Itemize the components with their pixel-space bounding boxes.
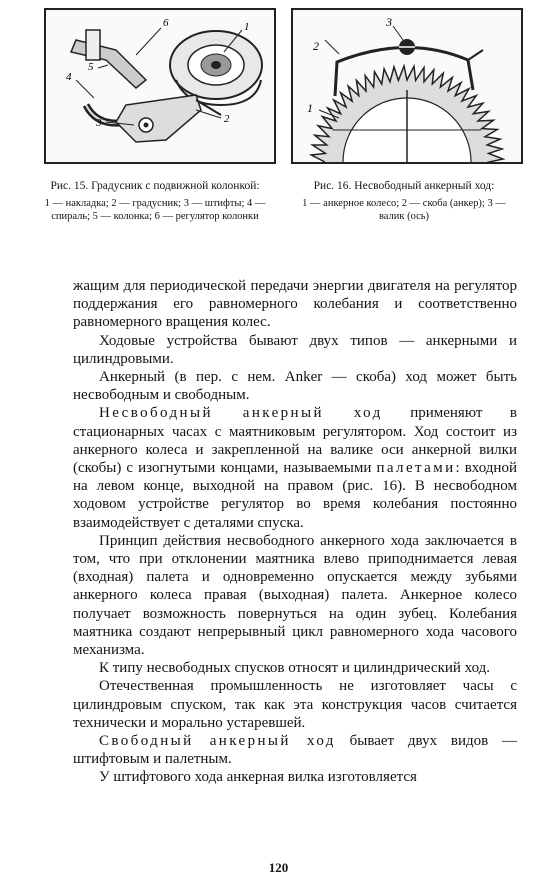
callout-5: 5 — [88, 61, 94, 73]
paragraph: У штифтового хода анкерная вилка изготовляется — [99, 769, 417, 786]
regulator-drawing — [46, 10, 274, 162]
paragraph: К типу несвободных спусков относят и цилиндрический ход. — [99, 660, 491, 677]
anchor-escapement-drawing — [293, 10, 521, 162]
page-number: 120 — [268, 860, 289, 875]
term-free-anchor: Свободный анкерный ход — [99, 733, 336, 750]
paragraph — [73, 732, 517, 768]
caption-title: Рис. 16. Несвободный анкерный ход: — [313, 180, 495, 192]
paragraph-text: бывает двух видов — штифтовым и палетным. — [73, 733, 517, 768]
figure-16-illustration — [291, 8, 523, 164]
callout-1: 1 — [244, 21, 250, 33]
paragraph: Анкерный (в пер. с нем. Anker — скоба) ход может быть несвободным и свободным. — [73, 369, 517, 404]
paragraph: жащим для периодической передачи энергии двигателя на регулятор поддержания его равномерного колебания и соответственно равномерного вращения колес. — [73, 278, 517, 331]
figure-15-illustration — [44, 8, 276, 164]
callout-3: 3 — [96, 117, 102, 129]
paragraph-text: : входной на левом конце, выходной на правом (рис. 16). В несвободном ходовом устройстве регулятор во время колебания постоянно взаимодействует с деталями спуска. — [73, 460, 517, 531]
callout-1: 1 — [307, 101, 313, 115]
callout-2: 2 — [313, 39, 319, 53]
figure-15-caption — [40, 180, 270, 223]
paragraph: Отечественная промышленность не изготовляет часы с цилиндровым спуском, так как эта конструкция часов считается технически и морально устаревшей. — [73, 678, 517, 731]
figure-16-caption — [289, 180, 519, 223]
caption-title: Рис. 15. Градусник с подвижной колонкой: — [50, 180, 260, 192]
callout-3: 3 — [386, 15, 392, 29]
term-nonfree-anchor: Несвободный анкерный ход — [99, 405, 383, 422]
body-text — [73, 277, 517, 787]
callout-6: 6 — [163, 17, 169, 29]
caption-legend: 1 — анкерное колесо; 2 — скоба (анкер); 3 — валик (ось) — [302, 197, 506, 222]
paragraph-text: применяют в стационарных часах с маятниковым регулятором. Ход состоит из анкерного колеса и закрепленной на валике оси анкерной вилки (скобы) с изогнутыми концами, называемыми — [73, 405, 517, 477]
callout-2: 2 — [224, 113, 230, 125]
paragraph — [73, 404, 517, 531]
term-pallets: палетами — [376, 460, 456, 477]
paragraph: Ходовые устройства бывают двух типов — анкерными и цилиндровыми. — [73, 332, 517, 367]
paragraph: Принцип действия несвободного анкерного хода заключается в том, что при отклонении маятника влево приподнимается левая (входная) палета и одновременно опускается между зубьями анкерного колеса правая (выходная) палета. Анкерное колесо получает возможность повернуться на один зубец. Колебания маятника создают непрерывный цикл равномерного хода часового механизма. — [73, 532, 517, 659]
callout-4: 4 — [66, 71, 72, 83]
caption-legend: 1 — накладка; 2 — градусник; 3 — штифты; 4 — спираль; 5 — колонка; 6 — регулятор колонки — [44, 197, 266, 222]
